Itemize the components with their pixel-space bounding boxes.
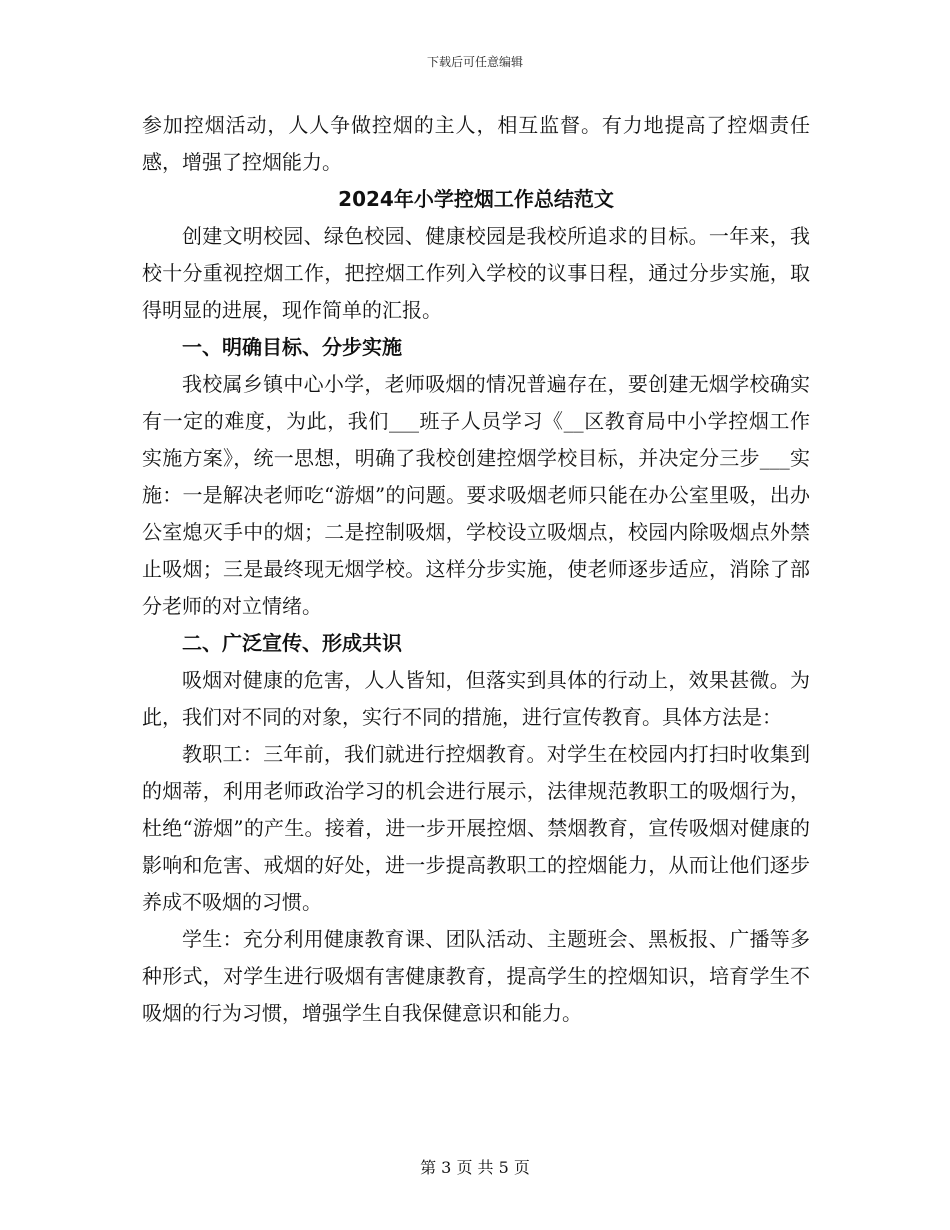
paragraph-section-2: 吸烟对健康的危害，人人皆知，但落实到具体的行动上，效果甚微。为此，我们对不同的对象，实行不同的措施，进行宣传教育。具体方法是： [142,668,810,729]
page-header-note: 下载后可任意编辑 [426,55,523,69]
paragraph-section-1: 我校属乡镇中心小学，老师吸烟的情况普遍存在，要创建无烟学校确实有一定的难度，为此，我们___班子人员学习《__区教育局中小学控烟工作实施方案》，统一思想，明确了我校创建控烟学校目标，并决定分三步___实施：一是解决老师吃“游烟”的问题。要求吸烟老师只能在办公室里吸，出办公室熄灭手中的烟；二是控制吸烟，学校设立吸烟点，校园内除吸烟点外禁止吸烟；三是最终现无烟学校。这样分步实施，使老师逐步适应，消除了部分老师的对立情绪。 [142,372,810,618]
document-title: 2024年小学控烟工作总结范文 [338,187,614,211]
paragraph-intro: 创建文明校园、绿色校园、健康校园是我校所追求的目标。一年来，我校十分重视控烟工作，把控烟工作列入学校的议事日程，通过分步实施，取得明显的进展，现作简单的汇报。 [142,224,810,322]
paragraph-staff: 教职工：三年前，我们就进行控烟教育。对学生在校园内打扫时收集到的烟蒂，利用老师政治学习的机会进行展示，法律规范教职工的吸烟行为，杜绝“游烟”的产生。接着，进一步开展控烟、禁烟教育，宣传吸烟对健康的影响和危害、戒烟的好处，进一步提高教职工的控烟能力，从而让他们逐步养成不吸烟的习惯。 [142,742,810,914]
page-number: 第 3 页 共 5 页 [420,1158,530,1177]
paragraph-continued: 参加控烟活动，人人争做控烟的主人，相互监督。有力地提高了控烟责任感，增强了控烟能力。 [142,113,810,174]
section-heading-1: 一、明确目标、分步实施 [182,335,402,359]
paragraph-students: 学生：充分利用健康教育课、团队活动、主题班会、黑板报、广播等多种形式，对学生进行吸烟有害健康教育，提高学生的控烟知识，培育学生不吸烟的行为习惯，增强学生自我保健意识和能力。 [142,927,810,1025]
document-body [142,107,810,1032]
section-heading-2: 二、广泛宣传、形成共识 [182,631,402,655]
